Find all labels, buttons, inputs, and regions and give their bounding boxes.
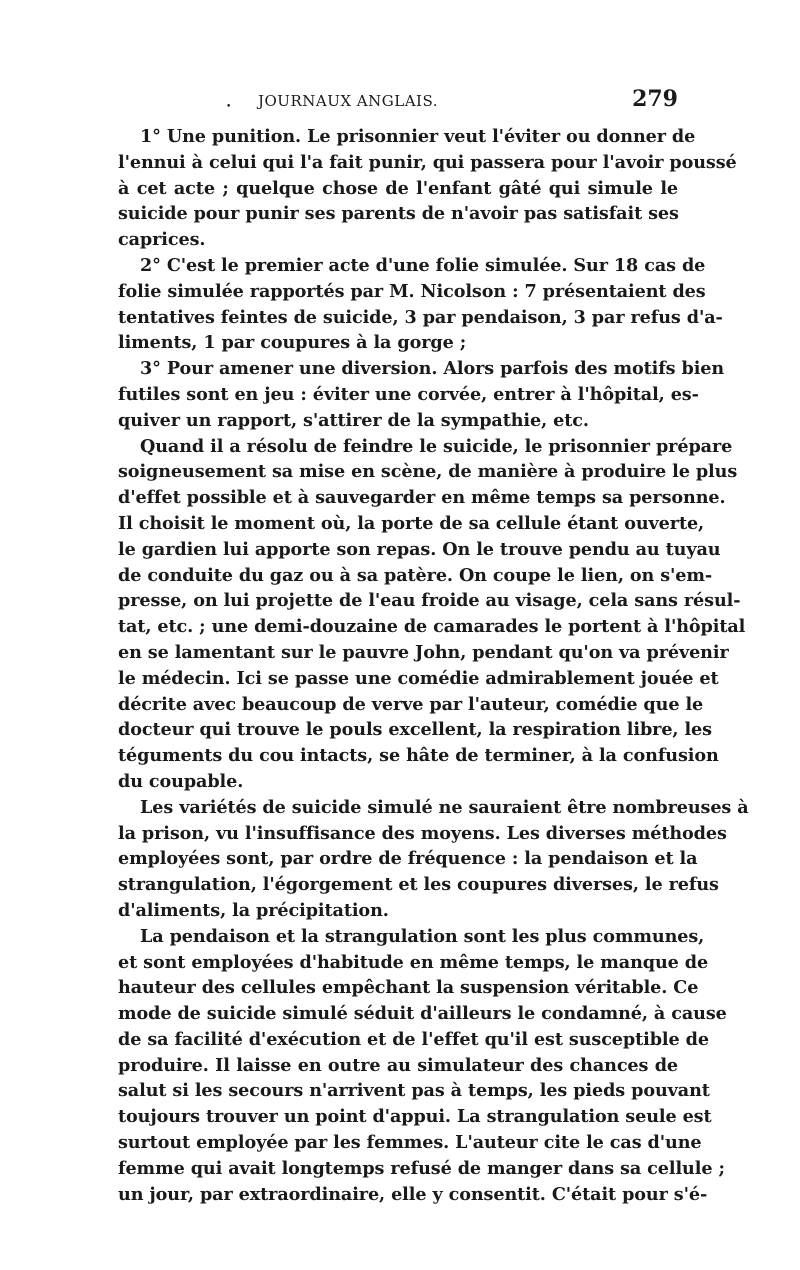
text-line: mode de suicide simulé séduit d'ailleurs le condamné, à cause: [118, 1003, 727, 1025]
running-header: [118, 88, 678, 124]
text-line: 1° Une punition. Le prisonnier veut l'éviter ou donner de: [140, 126, 696, 147]
document-page: [118, 86, 749, 1207]
text-line: de conduite du gaz ou à sa patère. On coupe le lien, on s'em-: [118, 564, 713, 586]
text-line: futiles sont en jeu : éviter une corvée, entrer à l'hôpital, es-: [118, 383, 699, 405]
text-line: salut si les secours n'arrivent pas à temps, les pieds pouvant: [118, 1080, 710, 1102]
paragraph: [118, 356, 725, 433]
text-line: 3° Pour amener une diversion. Alors parfois des motifs bien: [140, 358, 725, 380]
text-line: en se lamentant sur le pauvre John, pendant qu'on va prévenir: [118, 641, 729, 663]
text-line: La pendaison et la strangulation sont les plus communes,: [140, 925, 705, 947]
text-line: téguments du cou intacts, se hâte de terminer, à la confusion: [118, 745, 719, 767]
text-line: Les variétés de suicide simulé ne sauraient être nombreuses à: [140, 796, 749, 818]
text-line: tentatives feintes de suicide, 3 par pendaison, 3 par refus d'a-: [118, 306, 723, 328]
text-line: caprices.: [118, 229, 206, 251]
text-line: strangulation, l'égorgement et les coupures diverses, le refus: [118, 874, 719, 896]
text-line: un jour, par extraordinaire, elle y consentit. C'était pour s'é-: [118, 1183, 708, 1205]
paragraph: [118, 124, 737, 253]
paragraph: [118, 924, 727, 1208]
text-line: la prison, vu l'insuffisance des moyens. Les diverses méthodes: [118, 822, 727, 844]
text-line: tat, etc. ; une demi-douzaine de camarades le portent à l'hôpital: [118, 616, 746, 638]
text-line: hauteur des cellules empêchant la suspension véritable. Ce: [118, 977, 699, 999]
text-line: Quand il a résolu de feindre le suicide, le prisonnier prépare: [140, 435, 733, 457]
paragraph: [118, 795, 749, 924]
paragraph: [118, 434, 746, 795]
text-line: le gardien lui apporte son repas. On le trouve pendu au tuyau: [118, 538, 721, 560]
text-line: le médecin. Ici se passe une comédie admirablement jouée et: [118, 667, 719, 689]
text-line: et sont employées d'habitude en même temps, le manque de: [118, 951, 709, 973]
text-line: de sa facilité d'exécution et de l'effet qu'il est susceptible de: [118, 1028, 709, 1050]
text-line: liments, 1 par coupures à la gorge ;: [118, 332, 467, 354]
text-line: presse, on lui projette de l'eau froide au visage, cela sans résul-: [118, 590, 741, 612]
page-number: 279: [632, 86, 678, 112]
text-line: toujours trouver un point d'appui. La strangulation seule est: [118, 1106, 712, 1128]
text-line: d'effet possible et à sauvegarder en même temps sa personne.: [118, 487, 726, 509]
text-line: folie simulée rapportés par M. Nicolson : 7 présentaient des: [118, 280, 706, 302]
text-line: produire. Il laisse en outre au simulateur des chances de: [118, 1054, 678, 1076]
text-line: quiver un rapport, s'attirer de la sympathie, etc.: [118, 409, 589, 431]
header-ornament: •: [226, 102, 232, 112]
text-line: employées sont, par ordre de fréquence : la pendaison et la: [118, 848, 698, 870]
text-line: suicide pour punir ses parents de n'avoir pas satisfait ses: [118, 203, 679, 225]
body-text: [118, 124, 749, 1207]
text-line: 2° C'est le premier acte d'une folie simulée. Sur 18 cas de: [140, 254, 706, 276]
text-line: surtout employée par les femmes. L'auteur cite le cas d'une: [118, 1132, 702, 1154]
text-line: à cet acte ; quelque chose de l'enfant gâté qui simule le: [118, 177, 678, 199]
text-line: l'ennui à celui qui l'a fait punir, qui passera pour l'avoir poussé: [118, 151, 737, 173]
text-line: décrite avec beaucoup de verve par l'auteur, comédie que le: [118, 693, 704, 715]
text-line: du coupable.: [118, 770, 244, 792]
paragraph: [118, 253, 723, 356]
text-line: Il choisit le moment où, la porte de sa cellule étant ouverte,: [118, 512, 705, 534]
text-line: femme qui avait longtemps refusé de manger dans sa cellule ;: [118, 1157, 725, 1179]
text-line: soigneusement sa mise en scène, de manière à produire le plus: [118, 461, 738, 483]
running-title: JOURNAUX ANGLAIS.: [258, 92, 438, 110]
text-line: d'aliments, la précipitation.: [118, 899, 389, 921]
text-line: docteur qui trouve le pouls excellent, la respiration libre, les: [118, 719, 712, 741]
